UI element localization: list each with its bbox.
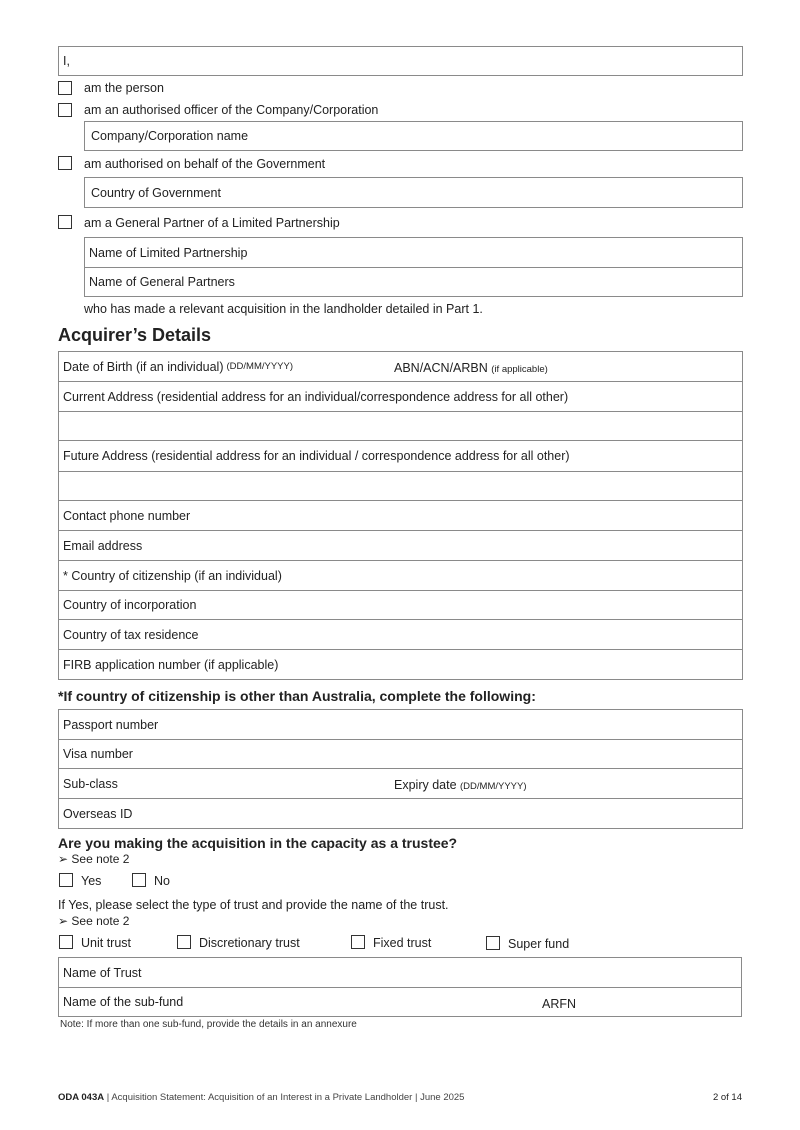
if-yes-text: If Yes, please select the type of trust and provide the name of the trust. (58, 898, 449, 912)
citizenship-field[interactable] (58, 561, 743, 591)
trust-name-label: Name of Trust (63, 965, 142, 980)
sub-fund-label: Name of the sub-fund (63, 995, 184, 1009)
unit-trust-label: Unit trust (81, 936, 132, 950)
overseas-id-field[interactable] (58, 799, 743, 829)
limited-partnership-field[interactable] (84, 237, 743, 268)
general-partners-field[interactable] (84, 268, 743, 297)
current-address-field[interactable] (58, 412, 743, 441)
discretionary-trust-checkbox[interactable] (177, 935, 191, 949)
dob-format: (DD/MM/YYYY) (226, 361, 293, 372)
trust-name-field[interactable] (58, 957, 742, 988)
country-government-field[interactable] (84, 177, 743, 208)
firb-field[interactable] (58, 650, 743, 680)
tax-residence-field[interactable] (58, 620, 743, 650)
trustee-heading: Are you making the acquisition in the capacity as a trustee? (58, 835, 458, 851)
no-checkbox[interactable] (132, 873, 146, 887)
future-address-field[interactable] (58, 472, 743, 501)
officer-checkbox[interactable] (58, 103, 72, 117)
government-checkbox[interactable] (58, 156, 72, 170)
discretionary-trust-label: Discretionary trust (199, 936, 300, 950)
person-label: am the person (84, 81, 164, 95)
incorporation-label: Country of incorporation (63, 598, 197, 612)
current-address-label-row (58, 382, 743, 412)
abn-label: ABN/ACN/ARBN (394, 361, 488, 375)
form-code: ODA 043A (58, 1092, 105, 1103)
dob-label: Date of Birth (if an individual) (63, 359, 224, 374)
visa-label: Visa number (63, 747, 133, 761)
person-checkbox[interactable] (58, 81, 72, 95)
unit-trust-checkbox[interactable] (59, 935, 73, 949)
government-label: am authorised on behalf of the Government (84, 157, 326, 171)
page-number: 2 of 14 (712, 1092, 742, 1103)
fixed-trust-label: Fixed trust (373, 936, 432, 950)
phone-field[interactable] (58, 501, 743, 531)
yes-label: Yes (81, 874, 102, 888)
expiry-format: (DD/MM/YYYY) (460, 781, 527, 792)
general-partners-label: Name of General Partners (89, 275, 235, 289)
abn-note: (if applicable) (491, 364, 548, 375)
passport-field[interactable] (58, 709, 743, 740)
company-name-label: Company/Corporation name (91, 129, 249, 143)
arfn-label: ARFN (542, 997, 577, 1011)
incorporation-field[interactable] (58, 591, 743, 620)
fixed-trust-checkbox[interactable] (351, 935, 365, 949)
email-label: Email address (63, 538, 143, 553)
footer-title (58, 1092, 464, 1103)
abn-label-wrap (394, 361, 548, 375)
see-note-2-first: ➢ See note 2 (58, 852, 130, 866)
acquirer-details-heading: Acquirer’s Details (58, 325, 212, 345)
partner-checkbox[interactable] (58, 215, 72, 229)
overseas-id-label: Overseas ID (63, 806, 133, 821)
citizenship-label: * Country of citizenship (if an individual) (63, 568, 282, 583)
limited-partnership-label: Name of Limited Partnership (89, 245, 248, 260)
visa-field[interactable] (58, 740, 743, 769)
tax-residence-label: Country of tax residence (63, 627, 199, 642)
officer-label: am an authorised officer of the Company/Corporation (84, 103, 379, 117)
country-government-label: Country of Government (91, 185, 221, 200)
super-fund-checkbox[interactable] (486, 936, 500, 950)
future-address-label-row (58, 441, 743, 472)
declarant-name-field[interactable] (58, 46, 743, 76)
passport-label: Passport number (63, 717, 159, 732)
expiry-label-wrap (394, 778, 527, 792)
partner-label: am a General Partner of a Limited Partnership (84, 216, 340, 230)
declarant-name-label: I, (63, 54, 70, 68)
email-field[interactable] (58, 531, 743, 561)
sub-fund-field[interactable] (58, 988, 742, 1017)
relevant-acquisition-text: who has made a relevant acquisition in the landholder detailed in Part 1. (84, 302, 483, 316)
citizenship-heading: *If country of citizenship is other than Australia, complete the following: (58, 688, 536, 704)
current-address-label: Current Address (residential address for an individual/correspondence address for all other) (63, 389, 569, 404)
company-name-field[interactable] (84, 121, 743, 151)
phone-label: Contact phone number (63, 508, 191, 523)
yes-checkbox[interactable] (59, 873, 73, 887)
annexure-note: Note: If more than one sub-fund, provide the details in an annexure (60, 1019, 357, 1030)
form-description: | Acquisition Statement: Acquisition of an Interest in a Private Landholder | June 2025 (104, 1092, 465, 1103)
subclass-label: Sub-class (63, 776, 118, 791)
see-note-2-second: ➢ See note 2 (58, 914, 130, 928)
firb-label: FIRB application number (if applicable) (63, 657, 279, 672)
no-label: No (154, 874, 170, 888)
future-address-label: Future Address (residential address for an individual / correspondence address for all other) (63, 449, 570, 463)
super-fund-label: Super fund (508, 937, 570, 951)
expiry-label: Expiry date (394, 778, 457, 792)
